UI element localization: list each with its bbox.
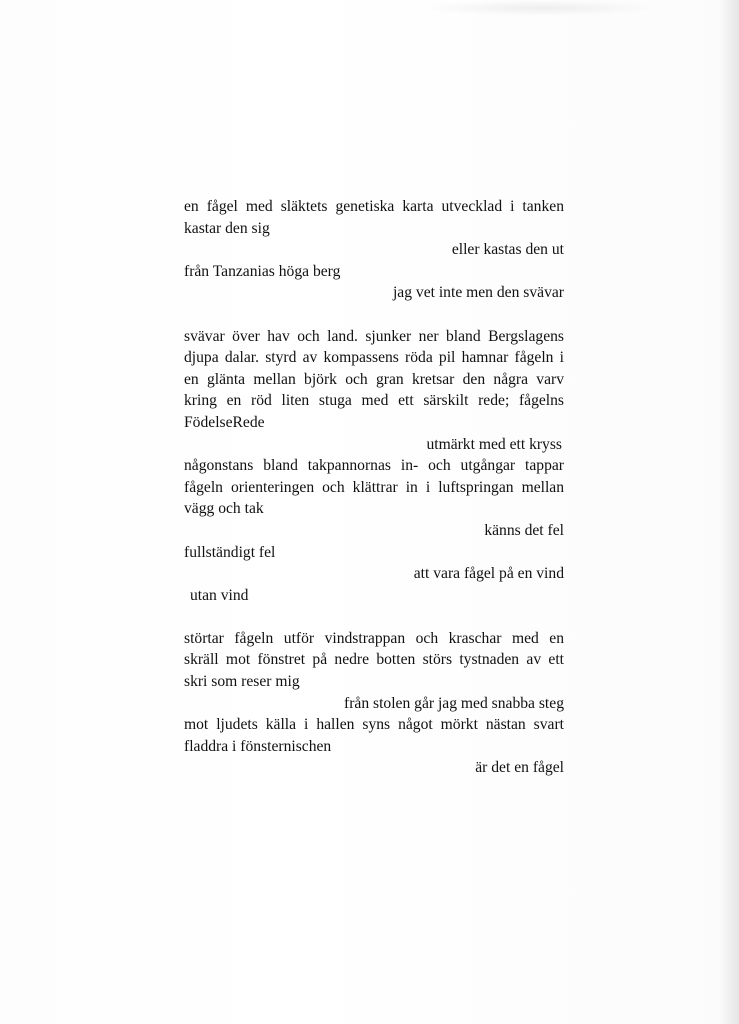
stanza-break [184, 606, 564, 628]
poem-line: fladdra i fönsternischen [184, 737, 332, 755]
poem-line: kring en röd liten stuga med ett särskilt rede; fågelns [184, 392, 564, 410]
poem-line: från stolen går jag med snabba steg [344, 694, 564, 712]
poem-line: känns det fel [484, 521, 564, 539]
scan-smudge [420, 0, 660, 16]
poem-line: är det en fågel [475, 759, 564, 777]
poem-line: skri som reser mig [184, 673, 300, 691]
poem-line: skräll mot fönstret på nedre botten störs tystnaden av ett [184, 651, 564, 669]
poem-line: jag vet inte men den svävar [392, 284, 564, 302]
poem-line: vägg och tak [184, 500, 264, 518]
poem-line: kastar den sig [184, 219, 270, 237]
poem-line: svävar över hav och land. sjunker ner bland Bergslagens [184, 327, 564, 345]
poem-line: utan vind [190, 586, 249, 604]
poem-line: eller kastas den ut [451, 241, 564, 259]
poem-text [184, 196, 564, 779]
poem-line: djupa dalar. styrd av kompassens röda pil hamnar fågeln i [184, 349, 564, 367]
poem-line: utmärkt med ett kryss [426, 435, 562, 453]
poem-line: störtar fågeln utför vindstrappan och kraschar med en [184, 629, 564, 647]
page-edge-shadow [719, 0, 739, 1024]
poem-line: från Tanzanias höga berg [184, 262, 341, 280]
poem-line: fågeln orienteringen och klättrar in i luftspringan mellan [184, 478, 564, 496]
poem-line: en glänta mellan björk och gran kretsar den några varv [184, 370, 564, 388]
poem-line: fullständigt fel [184, 543, 276, 561]
stanza-break [184, 304, 564, 326]
poem-line: FödelseRede [184, 413, 265, 431]
poem-line: en fågel med släktets genetiska karta utvecklad i tanken [184, 198, 564, 215]
poem-line: någonstans bland takpannornas in- och utgångar tappar [184, 457, 564, 475]
poem-line: mot ljudets källa i hallen syns något mörkt nästan svart [184, 716, 564, 734]
poem-line: att vara fågel på en vind [413, 565, 564, 583]
